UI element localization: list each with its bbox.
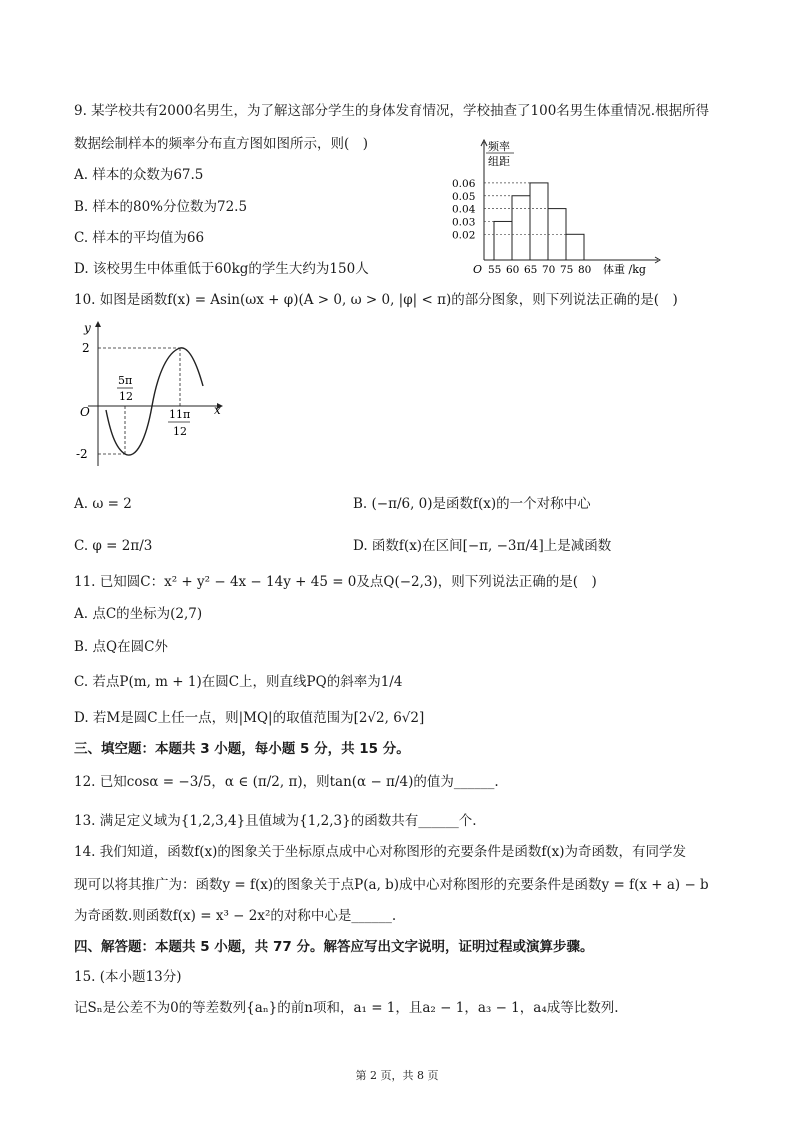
histogram-x-tick: 60 — [506, 264, 520, 276]
histogram-origin: O — [473, 263, 483, 276]
sine-tick2-den: 12 — [173, 425, 187, 438]
q14-line2: 现可以将其推广为：函数y = f(x)的图象关于点P(a, b)成中心对称图形的充要条件是函数y = f(x + a) − b — [74, 877, 709, 893]
histogram-x-tick: 70 — [542, 264, 556, 276]
q10-option-a: A. ω = 2 — [74, 496, 132, 512]
histogram-xlabel: 体重 /kg — [603, 263, 646, 276]
sine-graph — [70, 318, 230, 470]
histogram-x-tick: 75 — [560, 264, 574, 276]
sine-y-min: -2 — [76, 447, 88, 461]
sine-y-max: 2 — [82, 341, 90, 355]
q10-option-b: B. (−π/6, 0)是函数f(x)的一个对称中心 — [353, 496, 591, 512]
sine-tick1-den: 12 — [119, 390, 133, 403]
frequency-histogram — [448, 138, 668, 278]
q14-line3: 为奇函数.则函数f(x) = x³ − 2x²的对称中心是______. — [74, 908, 397, 924]
q10-option-d: D. 函数f(x)在区间[−π, −3π/4]上是减函数 — [353, 538, 612, 554]
histogram-y-tick: 0.02 — [452, 229, 476, 242]
sine-dashed-guides — [98, 348, 180, 454]
q10-stem: 10. 如图是函数f(x) = Asin(ωx + φ)(A > 0, ω > 0, |φ| < π)的部分图象，则下列说法正确的是( ) — [74, 292, 678, 308]
page-footer: 第 2 页，共 8 页 — [355, 1069, 439, 1082]
sine-tick1-num: 5π — [118, 374, 133, 387]
histogram-x-tick: 80 — [578, 264, 592, 276]
q11-option-a: A. 点C的坐标为(2,7) — [74, 606, 203, 622]
histogram-bar — [530, 183, 548, 260]
histogram-ylabel-bottom: 组距 — [488, 155, 510, 168]
q14-line1: 14. 我们知道，函数f(x)的图象关于坐标原点成中心对称图形的充要条件是函数f(x)为奇函数，有同学发 — [74, 844, 687, 860]
q11-stem: 11. 已知圆C：x² + y² − 4x − 14y + 45 = 0及点Q(−2,3)，则下列说法正确的是( ) — [74, 574, 597, 590]
sine-y-label: y — [84, 321, 91, 335]
histogram-bar — [512, 196, 530, 260]
q15-body: 记Sₙ是公差不为0的等差数列{aₙ}的前n项和，a₁ = 1，且a₂ − 1，a₃ − 1，a₄成等比数列. — [74, 1000, 619, 1016]
sine-origin: O — [80, 405, 90, 419]
histogram-bar — [494, 221, 512, 260]
histogram-bar — [566, 234, 584, 260]
histogram-y-tick: 0.03 — [452, 216, 476, 229]
q9-option-d: D. 该校男生中体重低于60kg的学生大约为150人 — [74, 261, 369, 277]
histogram-y-tick: 0.04 — [452, 203, 476, 216]
q9-option-a: A. 样本的众数为67.5 — [74, 167, 204, 183]
q15-title: 15. (本小题13分) — [74, 969, 182, 985]
q11-option-b: B. 点Q在圆C外 — [74, 639, 168, 655]
q9-option-b: B. 样本的80%分位数为72.5 — [74, 199, 248, 215]
q9-option-c: C. 样本的平均值为66 — [74, 230, 205, 246]
sine-x-label: x — [214, 403, 221, 417]
sine-tick2-num: 11π — [169, 408, 191, 421]
section-4-heading: 四、解答题：本题共 5 小题，共 77 分。解答应写出文字说明，证明过程或演算步骤。 — [74, 939, 594, 955]
section-3-heading: 三、填空题：本题共 3 小题，每小题 5 分，共 15 分。 — [74, 741, 410, 757]
q11-option-c: C. 若点P(m, m + 1)在圆C上，则直线PQ的斜率为1/4 — [74, 674, 403, 690]
q9-stem-line2: 数据绘制样本的频率分布直方图如图所示，则( ) — [74, 136, 369, 152]
q9-stem-line1: 9. 某学校共有2000名男生，为了解这部分学生的身体发育情况，学校抽查了100名男生体重情况.根据所得 — [74, 103, 710, 119]
q12-text: 12. 已知cosα = −3/5，α ∈ (π/2, π)，则tan(α − π/4)的值为______. — [74, 774, 499, 790]
q11-option-d: D. 若M是圆C上任一点，则|MQ|的取值范围为[2√2, 6√2] — [74, 710, 425, 726]
histogram-ylabel-top: 频率 — [488, 140, 510, 153]
q10-option-c: C. φ = 2π/3 — [74, 538, 153, 554]
histogram-x-tick: 65 — [524, 264, 538, 276]
histogram-x-tick: 55 — [488, 264, 502, 276]
histogram-y-tick: 0.06 — [452, 177, 476, 190]
histogram-y-tick: 0.05 — [452, 190, 476, 203]
q13-text: 13. 满足定义域为{1,2,3,4}且值域为{1,2,3}的函数共有______个. — [74, 813, 477, 829]
